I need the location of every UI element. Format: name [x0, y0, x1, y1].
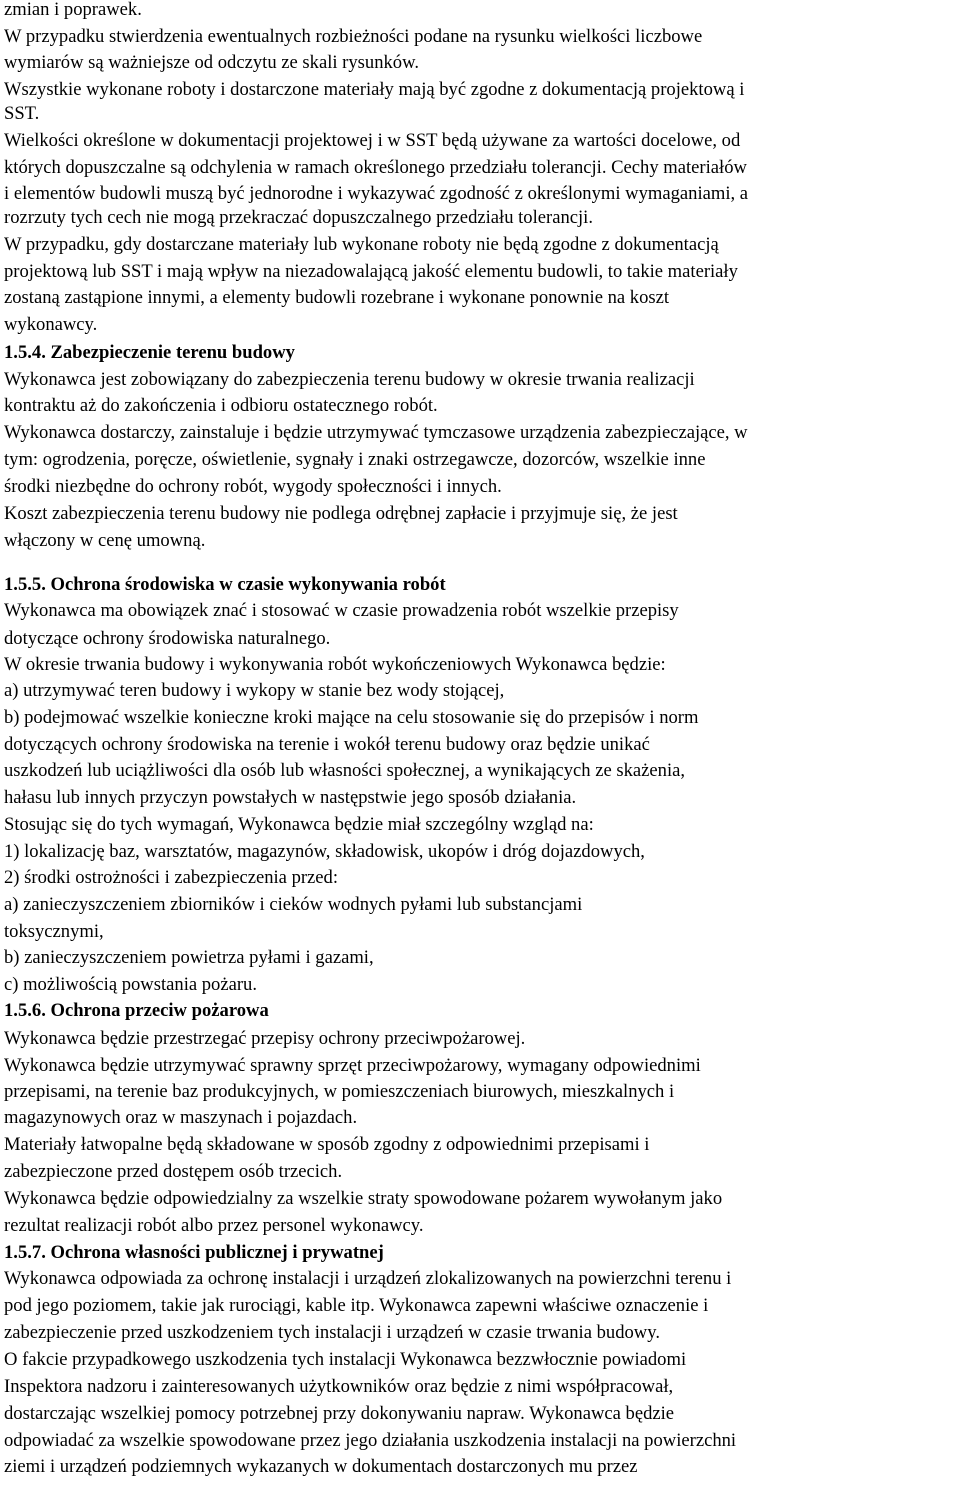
text-line: Wszystkie wykonane roboty i dostarczone materiały mają być zgodne z dokumentacją projektową i: [4, 79, 745, 100]
text-line: uszkodzeń lub uciążliwości dla osób lub własności społecznej, a wynikających ze skażenia,: [4, 760, 686, 781]
text-line: odpowiadać za wszelkie spowodowane przez jego działania uszkodzenia instalacji na powierzchni: [4, 1430, 737, 1451]
text-line: Koszt zabezpieczenia terenu budowy nie podlega odrębnej zapłacie i przyjmuje się, że jest: [4, 503, 678, 524]
text-line: projektową lub SST i mają wpływ na niezadowalającą jakość elementu budowli, to takie materiały: [4, 261, 738, 282]
text-line: środki niezbędne do ochrony robót, wygody społeczności i innych.: [4, 476, 502, 497]
text-line: rozrzuty tych cech nie mogą przekraczać dopuszczalnego przedziału tolerancji.: [4, 207, 593, 228]
text-line: których dopuszczalne są odchylenia w ramach określonego przedziału tolerancji. Cechy materiałów: [4, 157, 747, 178]
text-line: W okresie trwania budowy i wykonywania robót wykończeniowych Wykonawca będzie:: [4, 654, 666, 675]
text-line: b) zanieczyszczeniem powietrza pyłami i gazami,: [4, 947, 374, 968]
text-line: przepisami, na terenie baz produkcyjnych, w pomieszczeniach biurowych, mieszkalnych i: [4, 1081, 675, 1102]
text-line: ziemi i urządzeń podziemnych wykazanych w dokumentach dostarczonych mu przez: [4, 1456, 638, 1477]
text-line: zabezpieczenie przed uszkodzeniem tych instalacji i urządzeń w czasie trwania budowy.: [4, 1322, 660, 1343]
section-heading: 1.5.5. Ochrona środowiska w czasie wykonywania robót: [4, 574, 446, 595]
text-line: a) zanieczyszczeniem zbiorników i cieków wodnych pyłami lub substancjami: [4, 894, 583, 915]
text-line: dostarczając wszelkiej pomocy potrzebnej przy dokonywaniu napraw. Wykonawca będzie: [4, 1403, 675, 1424]
text-line: Wykonawca będzie przestrzegać przepisy ochrony przeciwpożarowej.: [4, 1028, 526, 1049]
text-line: zostaną zastąpione innymi, a elementy budowli rozebrane i wykonane ponownie na koszt: [4, 287, 670, 308]
text-line: SST.: [4, 103, 40, 124]
text-line: wymiarów są ważniejsze od odczytu ze skali rysunków.: [4, 52, 419, 73]
text-line: tym: ogrodzenia, poręcze, oświetlenie, sygnały i znaki ostrzegawcze, dozorców, wszelkie inne: [4, 449, 706, 470]
text-line: hałasu lub innych przyczyn powstałych w następstwie jego sposób działania.: [4, 787, 577, 808]
text-line: Wykonawca dostarczy, zainstaluje i będzie utrzymywać tymczasowe urządzenia zabezpieczające, w: [4, 422, 748, 443]
text-line: magazynowych oraz w maszynach i pojazdach.: [4, 1107, 358, 1128]
text-line: toksycznymi,: [4, 921, 104, 942]
text-line: zmian i poprawek.: [4, 0, 142, 20]
text-line: pod jego poziomem, takie jak rurociągi, kable itp. Wykonawca zapewni właściwe oznaczenie i: [4, 1295, 709, 1316]
text-line: O fakcie przypadkowego uszkodzenia tych instalacji Wykonawca bezzwłocznie powiadomi: [4, 1349, 687, 1370]
text-line: Wykonawca jest zobowiązany do zabezpieczenia terenu budowy w okresie trwania realizacji: [4, 369, 695, 390]
text-line: a) utrzymywać teren budowy i wykopy w stanie bez wody stojącej,: [4, 680, 505, 701]
text-line: dotyczących ochrony środowiska na terenie i wokół terenu budowy oraz będzie unikać: [4, 734, 650, 755]
text-line: 2) środki ostrożności i zabezpieczenia przed:: [4, 867, 339, 888]
text-line: i elementów budowli muszą być jednorodne i wykazywać zgodność z określonymi wymaganiami, a: [4, 183, 749, 204]
text-line: kontraktu aż do zakończenia i odbioru ostatecznego robót.: [4, 395, 438, 416]
section-heading: 1.5.6. Ochrona przeciw pożarowa: [4, 1000, 269, 1021]
text-line: 1) lokalizację baz, warsztatów, magazynów, składowisk, ukopów i dróg dojazdowych,: [4, 841, 645, 862]
text-line: zabezpieczone przed dostępem osób trzecich.: [4, 1161, 343, 1182]
text-line: Wykonawca ma obowiązek znać i stosować w czasie prowadzenia robót wszelkie przepisy: [4, 600, 679, 621]
text-line: rezultat realizacji robót albo przez personel wykonawcy.: [4, 1215, 424, 1236]
section-heading: 1.5.7. Ochrona własności publicznej i prywatnej: [4, 1242, 384, 1263]
text-line: Wykonawca odpowiada za ochronę instalacji i urządzeń zlokalizowanych na powierzchni terenu i: [4, 1268, 732, 1289]
text-line: b) podejmować wszelkie konieczne kroki mające na celu stosowanie się do przepisów i norm: [4, 707, 699, 728]
text-line: włączony w cenę umowną.: [4, 530, 206, 551]
text-line: W przypadku stwierdzenia ewentualnych rozbieżności podane na rysunku wielkości liczbowe: [4, 26, 703, 47]
text-line: Wykonawca będzie odpowiedzialny za wszelkie straty spowodowane pożarem wywołanym jako: [4, 1188, 723, 1209]
text-line: Stosując się do tych wymagań, Wykonawca będzie miał szczególny wzgląd na:: [4, 814, 594, 835]
text-line: wykonawcy.: [4, 314, 98, 335]
text-line: Inspektora nadzoru i zainteresowanych użytkowników oraz będzie z nimi współpracował,: [4, 1376, 674, 1397]
text-line: dotyczące ochrony środowiska naturalnego.: [4, 628, 331, 649]
text-line: c) możliwością powstania pożaru.: [4, 974, 257, 995]
text-line: Wykonawca będzie utrzymywać sprawny sprzęt przeciwpożarowy, wymagany odpowiednimi: [4, 1055, 701, 1076]
text-line: Materiały łatwopalne będą składowane w sposób zgodny z odpowiednimi przepisami i: [4, 1134, 650, 1155]
text-line: Wielkości określone w dokumentacji projektowej i w SST będą używane za wartości docelowe, od: [4, 130, 741, 151]
section-heading: 1.5.4. Zabezpieczenie terenu budowy: [4, 342, 295, 363]
text-line: W przypadku, gdy dostarczane materiały lub wykonane roboty nie będą zgodne z dokumentacją: [4, 234, 719, 255]
